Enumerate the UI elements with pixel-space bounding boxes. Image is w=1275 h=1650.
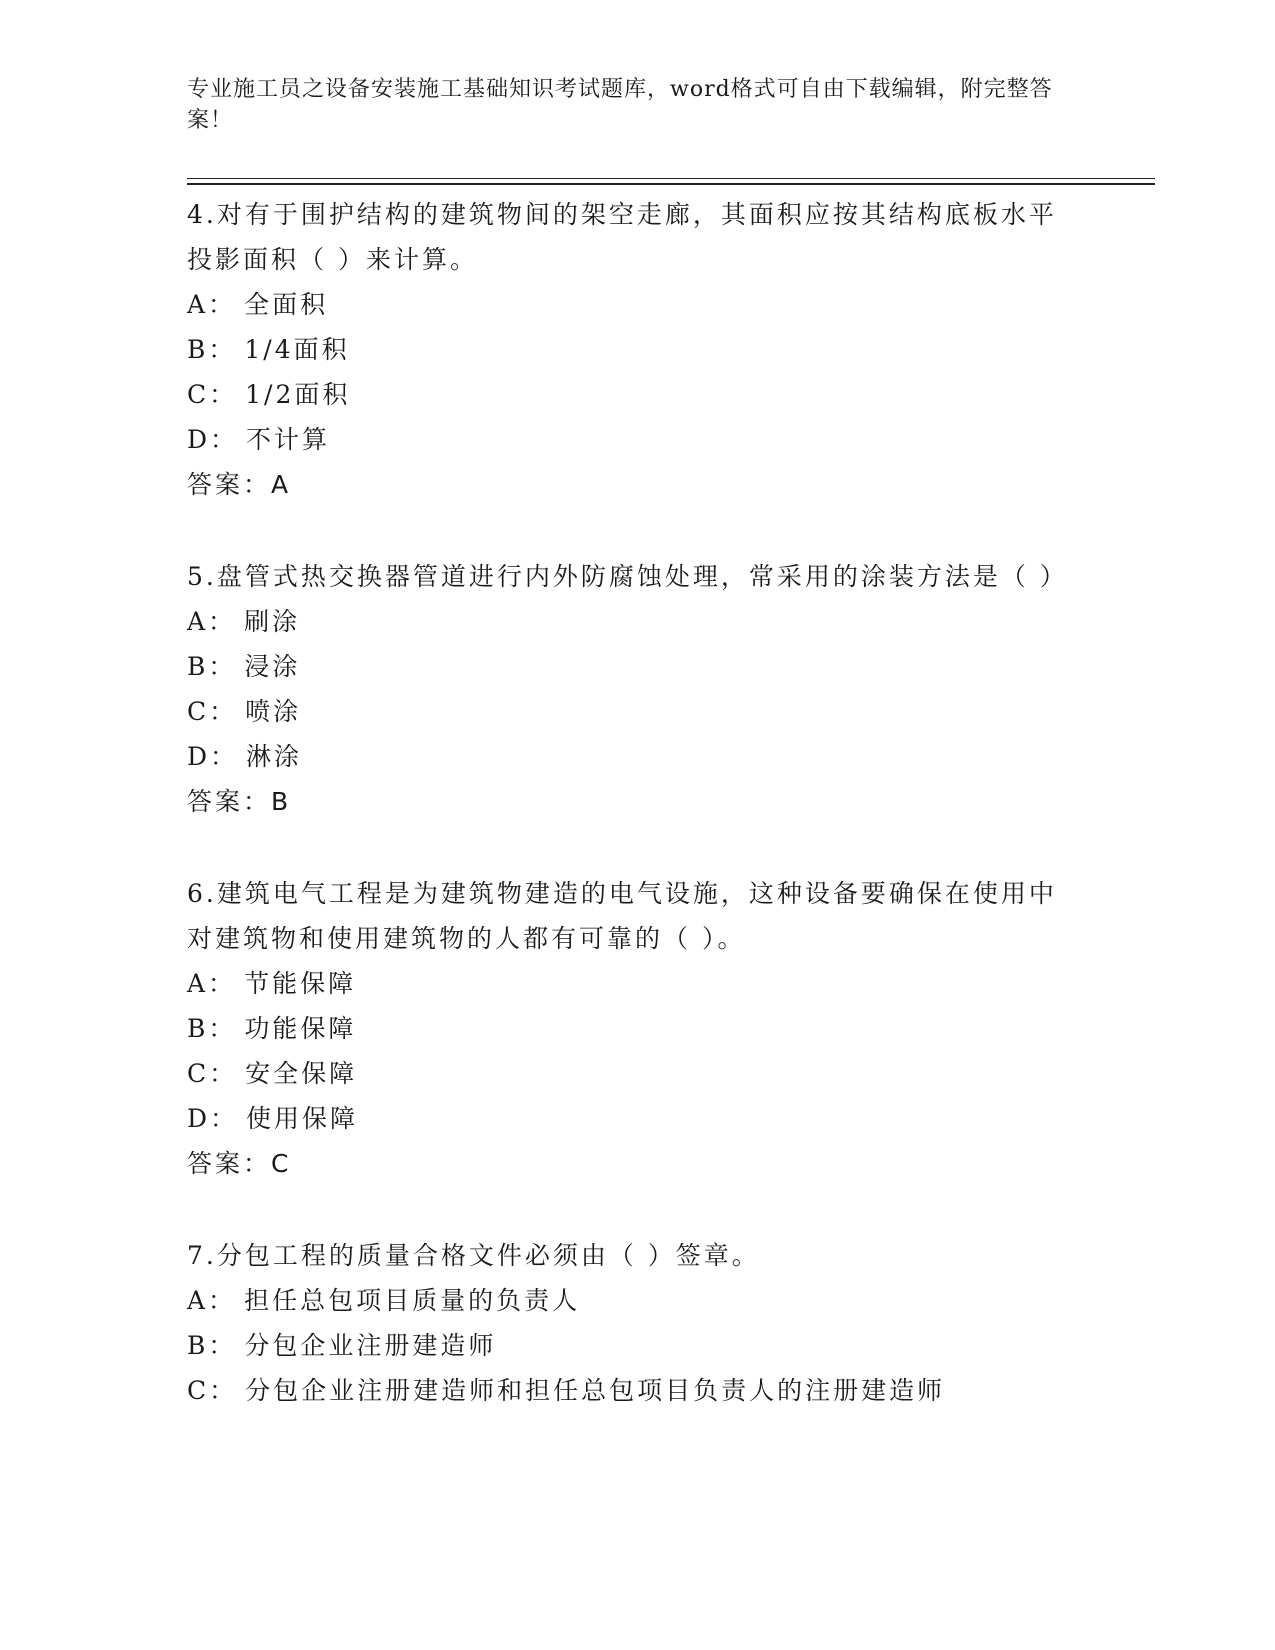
option-text: 1/4面积 — [244, 335, 350, 364]
question-stem: 6.建筑电气工程是为建筑物建造的电气设施，这种设备要确保在使用中对建筑物和使用建筑物的人都有可靠的（ ）。 — [187, 879, 1057, 953]
option-b — [187, 1006, 1067, 1051]
answer-label: 答案：B — [187, 787, 292, 816]
option-key: C： — [187, 1376, 238, 1405]
answer-label: 答案：C — [187, 1149, 292, 1178]
option-d — [187, 417, 1067, 462]
question-stem: 4.对有于围护结构的建筑物间的架空走廊，其面积应按其结构底板水平投影面积（ ）来计算。 — [187, 200, 1057, 274]
option-text: 刷涂 — [244, 607, 301, 636]
question-list — [187, 192, 1067, 1413]
option-text: 喷涂 — [245, 697, 302, 726]
option-key: A： — [187, 1286, 237, 1315]
option-key: B： — [187, 652, 237, 681]
option-b — [187, 327, 1067, 372]
option-text: 浸涂 — [244, 652, 301, 681]
option-key: B： — [187, 1331, 237, 1360]
question-spacer — [187, 824, 1067, 871]
option-c — [187, 1368, 1067, 1413]
answer-label: 答案：A — [187, 470, 292, 499]
question-stem: 7.分包工程的质量合格文件必须由（ ）签章。 — [187, 1241, 760, 1270]
question-spacer — [187, 507, 1067, 554]
option-key: C： — [187, 380, 238, 409]
option-text: 不计算 — [246, 425, 331, 454]
option-text: 分包企业注册建造师 — [244, 1331, 497, 1360]
option-b — [187, 644, 1067, 689]
option-text: 1/2面积 — [245, 380, 351, 409]
question-6 — [187, 871, 1067, 1186]
option-key: B： — [187, 1014, 237, 1043]
option-d — [187, 1096, 1067, 1141]
option-a — [187, 282, 1067, 327]
question-spacer — [187, 1186, 1067, 1233]
option-text: 功能保障 — [244, 1014, 357, 1043]
option-text: 分包企业注册建造师和担任总包项目负责人的注册建造师 — [245, 1376, 946, 1405]
option-key: D： — [187, 1104, 239, 1133]
option-a — [187, 599, 1067, 644]
question-stem: 5.盘管式热交换器管道进行内外防腐蚀处理，常采用的涂装方法是（ ） — [187, 562, 1068, 591]
option-c — [187, 372, 1067, 417]
option-text: 全面积 — [244, 290, 329, 319]
option-text: 使用保障 — [246, 1104, 359, 1133]
option-c — [187, 689, 1067, 734]
option-text: 安全保障 — [245, 1059, 358, 1088]
option-b — [187, 1323, 1067, 1368]
option-key: D： — [187, 742, 239, 771]
option-c — [187, 1051, 1067, 1096]
question-4 — [187, 192, 1067, 507]
question-7 — [187, 1233, 1067, 1413]
header-divider-top — [187, 178, 1155, 179]
header-divider-bottom — [187, 183, 1155, 185]
option-text: 节能保障 — [244, 969, 357, 998]
option-a — [187, 961, 1067, 1006]
option-a — [187, 1278, 1067, 1323]
option-d — [187, 734, 1067, 779]
option-key: D： — [187, 425, 239, 454]
option-key: B： — [187, 335, 237, 364]
option-key: A： — [187, 607, 237, 636]
option-key: A： — [187, 290, 237, 319]
option-text: 担任总包项目质量的负责人 — [244, 1286, 581, 1315]
document-header: 专业施工员之设备安装施工基础知识考试题库，word格式可自由下载编辑，附完整答案！ — [187, 77, 1053, 133]
option-key: C： — [187, 697, 238, 726]
question-5 — [187, 554, 1067, 824]
option-key: A： — [187, 969, 237, 998]
option-key: C： — [187, 1059, 238, 1088]
option-text: 淋涂 — [246, 742, 303, 771]
